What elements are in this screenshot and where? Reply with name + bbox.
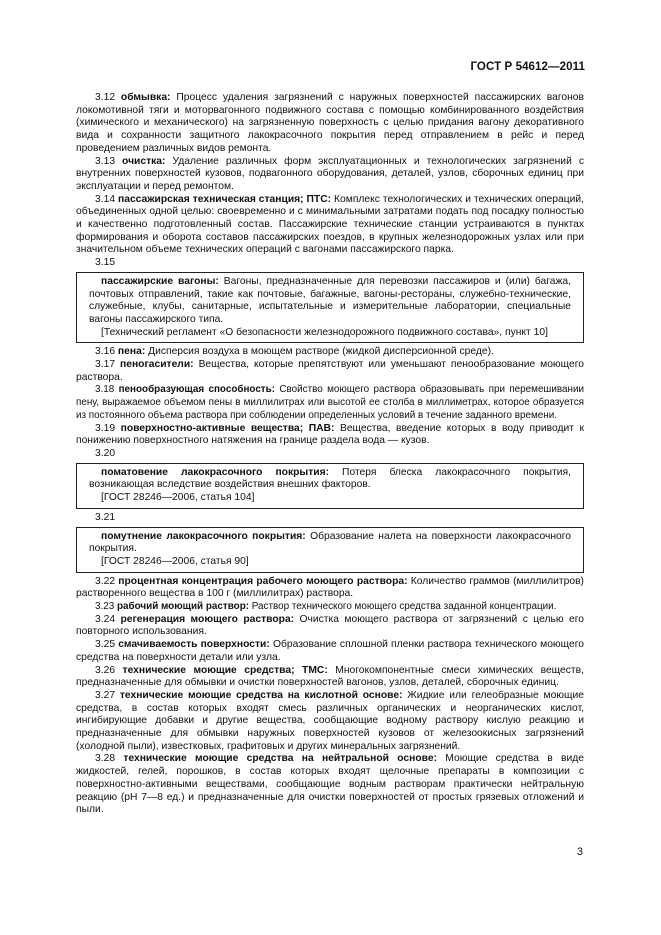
term-reference: [ГОСТ 28246—2006, статья 104] bbox=[101, 492, 255, 504]
term-3-24 bbox=[76, 614, 584, 639]
term-3-20 bbox=[89, 467, 571, 492]
term-definition: Моющие средства в виде жидкостей, гелей, порошков, в состав которых входят щелочные препараты в композиции с поверхностно-активными веществами, сообщающие водным растворам практически нейтральную реакцию (pH 7—8 ед.) и предназначенные для очистки поверхностей от простых грязевых отложений и пыли. bbox=[76, 753, 584, 816]
term-title: поверхностно-активные вещества; ПАВ: bbox=[120, 422, 335, 434]
term-number: 3.19 bbox=[95, 422, 116, 434]
term-number: 3.18 bbox=[95, 384, 115, 396]
term-title: обмывка: bbox=[120, 92, 171, 103]
term-reference: [ГОСТ 28246—2006, статья 90] bbox=[101, 555, 249, 567]
term-3-17 bbox=[76, 359, 584, 384]
term-title: пассажирские вагоны: bbox=[101, 275, 219, 287]
term-3-25 bbox=[76, 639, 584, 664]
term-title: пена: bbox=[117, 346, 146, 358]
term-definition: Жидкие или гелеобразные моющие средства, в состав которых входят смесь различных органических и неорганических кислот, ингибирующие добавки и другие вещества, сообщающие водному раствору кислую реакцию и предназначенные для обмывки наружных поверхностей кузовов от железоокисных загрязнений (холодной пыли), известковых, графитовых и других минеральных загрязнений. bbox=[76, 689, 584, 752]
term-3-21 bbox=[89, 531, 571, 556]
term-number-3-20: 3.20 bbox=[95, 447, 116, 459]
term-title: смачиваемость поверхности: bbox=[118, 639, 270, 651]
term-3-14 bbox=[76, 194, 584, 258]
terms-content bbox=[76, 92, 584, 817]
term-title: пенообразующая способность: bbox=[118, 384, 276, 396]
term-definition: Комплекс технологических и технических операций, объединенных одной целью: своевременно и с минимальными затратами подать под посадку полностью и качественно подготовленный состав. Пассажирские технические станции устраиваются в пунктах формирования и оборота составов пассажирских поездов, в крупных железнодорожных узлах или при значительном объеме технических операций с вагонами пассажирского парка. bbox=[76, 193, 584, 256]
term-title: поматовение лакокрасочного покрытия: bbox=[101, 466, 330, 478]
term-box-3-21 bbox=[76, 527, 584, 573]
term-number: 3.26 bbox=[95, 664, 116, 676]
term-box-3-15 bbox=[76, 272, 584, 344]
term-title: процентная концентрация рабочего моющего раствора: bbox=[118, 575, 408, 587]
term-definition: Вагоны, предназначенные для перевозки пассажиров и (или) багажа, почтовых отправлений, такие как почтовые, багажные, вагоны-рестораны, служебно-технические, служебные, клубы, санитарные, испытательные и измерительные лаборатории, специальные вагоны пассажирского типа. bbox=[89, 275, 571, 325]
term-definition: Вещества, которые препятствуют или уменьшают пенообразование моющего раствора. bbox=[76, 359, 584, 383]
term-definition: Образование налета на поверхности лакокрасочного покрытия. bbox=[89, 530, 571, 555]
term-number: 3.23 bbox=[95, 601, 115, 613]
term-title: технические моющие средства; ТМС: bbox=[122, 664, 328, 676]
term-definition: Дисперсия воздуха в моющем растворе (жидкой дисперсионной среде). bbox=[148, 346, 494, 358]
term-3-13 bbox=[76, 156, 584, 194]
term-3-27 bbox=[76, 690, 584, 754]
term-definition: Образование сплошной пленки раствора технического моющего средства на поверхности детали или узла. bbox=[76, 639, 584, 663]
term-definition: Потеря блеска лакокрасочного покрытия, возникающая вследствие воздействия внешних факторов. bbox=[89, 466, 571, 491]
term-definition: Вещества, введение которых в воду приводит к понижению поверхностного натяжения на границе раздела вода — кузов. bbox=[76, 422, 584, 447]
term-title: очистка: bbox=[122, 155, 166, 167]
term-3-22 bbox=[76, 576, 584, 601]
term-number: 3.22 bbox=[95, 575, 116, 587]
term-number: 3.17 bbox=[95, 359, 116, 371]
term-reference: [Технический регламент «О безопасности железнодорожного подвижного состава», пункт 10] bbox=[101, 326, 548, 338]
standard-header: ГОСТ Р 54612—2011 bbox=[470, 61, 585, 73]
term-3-19 bbox=[76, 423, 584, 448]
term-number: 3.16 bbox=[95, 346, 116, 358]
term-title: технические моющие средства на кислотной основе: bbox=[119, 689, 403, 701]
term-definition: Свойство моющего раствора образовывать при перемешивании пену, выражаемое объемом пены в миллилитрах или высотой ее столба в миллиметрах, которое образуется из постоянного объема раствора при соблюдении определенных условий в течение заданного времени. bbox=[76, 384, 584, 421]
term-title: помутнение лакокрасочного покрытия: bbox=[101, 530, 306, 542]
term-number: 3.28 bbox=[95, 753, 116, 765]
term-number: 3.12 bbox=[95, 92, 116, 103]
term-definition: Раствор технического моющего средства заданной концентрации. bbox=[251, 601, 557, 613]
term-box-3-20 bbox=[76, 463, 584, 509]
term-3-26 bbox=[76, 665, 584, 690]
term-number: 3.27 bbox=[95, 689, 116, 701]
term-definition: Удаление различных форм эксплуатационных и технологических загрязнений с внутренних поверхностей кузовов, подвагонного оборудования, деталей, узлов, сборочных единиц при эксплуатации и перед ремонтом. bbox=[76, 155, 584, 192]
term-title: пеногасители: bbox=[120, 359, 194, 371]
term-3-12 bbox=[76, 92, 584, 156]
term-number-3-15: 3.15 bbox=[95, 257, 116, 269]
term-definition: Процесс удаления загрязнений с наружных поверхностей пассажирских вагонов локомотивной тяги и моторвагонного подвижного состава с помощью комбинированного воздействия (химического и механического) на загрязненную поверхность с целью придания вагону декоративного вида и сохранности защитного лакокрасочного покрытия перед отправлением в рейс и перед проведением различных видов ремонта. bbox=[76, 92, 584, 154]
term-definition: Очистка моющего раствора от загрязнений с целью его повторного использования. bbox=[76, 613, 584, 638]
term-title: пассажирская техническая станция; ПТС: bbox=[118, 193, 332, 205]
page-number: 3 bbox=[576, 846, 583, 858]
term-3-18 bbox=[76, 384, 584, 422]
term-number: 3.13 bbox=[95, 155, 116, 167]
term-number: 3.25 bbox=[95, 639, 116, 651]
term-definition: Многокомпонентные смеси химических веществ, предназначенные для обмывки и очистки поверхностей вагонов, узлов, деталей, сборочных единиц. bbox=[76, 664, 584, 689]
term-3-28 bbox=[76, 753, 584, 817]
term-3-15 bbox=[89, 276, 571, 327]
term-title: регенерация моющего раствора: bbox=[120, 613, 295, 625]
term-number: 3.14 bbox=[95, 193, 116, 205]
term-number-3-21: 3.21 bbox=[95, 511, 116, 523]
term-definition: Количество граммов (миллилитров) растворенного вещества в 100 г (миллилитрах) раствора. bbox=[76, 575, 584, 600]
term-3-23 bbox=[76, 601, 584, 614]
term-number: 3.24 bbox=[95, 613, 116, 625]
term-title: рабочий моющий раствор: bbox=[116, 601, 250, 613]
term-3-16 bbox=[76, 346, 584, 359]
term-title: технические моющие средства на нейтральной основе: bbox=[123, 753, 438, 765]
